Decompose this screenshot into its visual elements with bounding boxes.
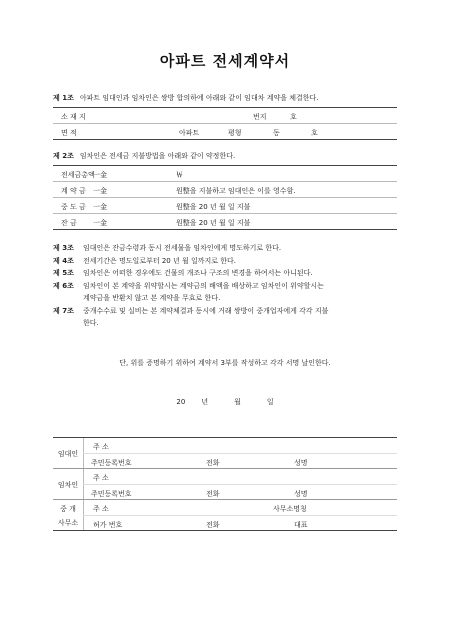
closing-statement: 단, 위를 증명하기 위하여 계약서 3부를 작성하고 각각 서명 날인한다. xyxy=(119,359,331,367)
ho2-label: 호 xyxy=(311,129,318,137)
lessor-name-label: 성명 xyxy=(294,459,308,467)
article-2-number: 제 2조 xyxy=(53,152,74,160)
article-line xyxy=(53,318,403,331)
article-text: 한다. xyxy=(83,319,99,327)
date-year-label: 년 xyxy=(201,398,209,406)
broker-rep-label: 대표 xyxy=(294,521,308,529)
page-title: 아파트 전세계약서 xyxy=(159,52,291,70)
lessor-role xyxy=(53,438,84,468)
article-line xyxy=(53,306,403,319)
article-2 xyxy=(53,151,235,161)
payment-row xyxy=(53,181,397,197)
lessee-phone-label: 전화 xyxy=(206,490,220,498)
article-text: 임차인이 본 계약을 위약할시는 계약금의 배액을 배상하고 임차인이 위약할시는 xyxy=(83,281,324,290)
lessor-phone-label: 전화 xyxy=(206,459,220,467)
payment-row xyxy=(53,197,397,213)
broker-license-label: 허가 번호 xyxy=(93,521,123,529)
payment-row xyxy=(53,166,397,181)
signature-table xyxy=(53,437,397,531)
payment-label: 잔 금 xyxy=(61,219,77,227)
article-2-text: 임차인은 전세금 지불방법을 아래와 같이 약정한다. xyxy=(79,152,236,160)
date-month-label: 월 xyxy=(234,398,241,406)
article-number: 제 6조 xyxy=(53,281,74,290)
article-number: 제 4조 xyxy=(53,256,74,265)
property-location-row xyxy=(53,108,397,123)
lessor-address-row xyxy=(83,438,397,453)
article-text: 중개수수료 및 실비는 본 계약체결과 동시에 거래 쌍방이 중개업자에게 각각 지불 xyxy=(83,306,329,315)
broker-office-name-label: 사무소명칭 xyxy=(273,505,307,513)
lessee-address-label: 주 소 xyxy=(93,474,109,482)
payment-label: 중 도 금 xyxy=(61,203,86,211)
lessee-role-label: 임차인 xyxy=(57,481,79,489)
articles-list xyxy=(53,243,403,331)
payment-amount: 一金 xyxy=(93,187,107,195)
dong-label: 동 xyxy=(273,129,280,137)
payment-detail: 원整을 20 년 월 일 지불 xyxy=(176,203,251,211)
broker-role-line1: 중 개 xyxy=(60,505,76,513)
lessee-id-row xyxy=(83,484,397,500)
payment-row xyxy=(53,213,397,229)
payment-amount: 一金 xyxy=(93,171,107,179)
lessee-section xyxy=(53,468,397,499)
broker-address-label: 주 소 xyxy=(93,505,109,513)
article-number: 제 3조 xyxy=(53,244,74,252)
article-number: 제 5조 xyxy=(53,269,74,277)
lessor-id-label: 주민등록번호 xyxy=(91,459,132,467)
property-table xyxy=(53,107,397,140)
lessee-address-row xyxy=(83,469,397,484)
property-area-row xyxy=(53,123,397,139)
article-text: 전세기간은 명도일로부터 20 년 월 일까지로 한다. xyxy=(83,256,236,265)
payment-detail: 원整을 지불하고 임대인은 이를 영수함. xyxy=(176,187,296,195)
article-1-text: 아파트 임대인과 임차인은 쌍방 합의하에 아래와 같이 임대차 계약을 체결한다. xyxy=(79,94,319,102)
lessee-role xyxy=(53,469,84,499)
payment-amount: 一金 xyxy=(93,203,107,211)
lessee-id-label: 주민등록번호 xyxy=(91,490,132,498)
article-text: 임차인은 어떠한 경우에도 건물의 개조나 구조의 변경을 하여서는 아니된다. xyxy=(83,269,313,277)
article-line xyxy=(53,281,403,294)
lessor-address-label: 주 소 xyxy=(93,443,109,451)
apartment-label: 아파트 xyxy=(179,129,200,137)
pyeong-label: 평형 xyxy=(228,129,242,137)
broker-phone-label: 전화 xyxy=(206,521,220,529)
article-line xyxy=(53,268,403,281)
article-line xyxy=(53,293,403,306)
beonji-label: 번지 xyxy=(253,113,267,121)
lessor-section xyxy=(53,438,397,468)
payment-label: 전세금총액 xyxy=(61,171,95,179)
article-text: 계약금을 반환치 않고 본 계약을 무효로 한다. xyxy=(83,294,221,302)
broker-role-line2: 사무소 xyxy=(57,519,79,527)
payment-amount: 一金 xyxy=(93,219,107,227)
area-label: 면 적 xyxy=(61,129,77,137)
payment-table xyxy=(53,165,397,230)
payment-detail: 원整을 20 년 월 일 지불 xyxy=(176,219,251,227)
broker-address-row xyxy=(83,500,397,515)
date-day-label: 일 xyxy=(266,398,274,406)
date-year: 20 xyxy=(176,398,186,406)
article-1-number: 제 1조 xyxy=(53,94,74,102)
lessee-name-label: 성명 xyxy=(294,490,308,498)
lessor-id-row xyxy=(83,453,397,469)
ho-label: 호 xyxy=(290,113,297,121)
article-line xyxy=(53,243,403,256)
article-number: 제 7조 xyxy=(53,306,74,315)
date-line xyxy=(0,397,450,407)
won-symbol: ￦ xyxy=(176,171,183,179)
article-1 xyxy=(53,93,318,103)
broker-role xyxy=(53,500,84,530)
article-line xyxy=(53,256,403,269)
payment-label: 계 약 금 xyxy=(61,187,86,195)
broker-license-row xyxy=(83,515,397,531)
broker-section xyxy=(53,499,397,530)
article-text: 임대인은 잔금수령과 동시 전세물을 임차인에게 명도하기로 한다. xyxy=(83,244,282,252)
lessor-role-label: 임대인 xyxy=(57,450,79,458)
location-label: 소 재 지 xyxy=(61,113,86,121)
